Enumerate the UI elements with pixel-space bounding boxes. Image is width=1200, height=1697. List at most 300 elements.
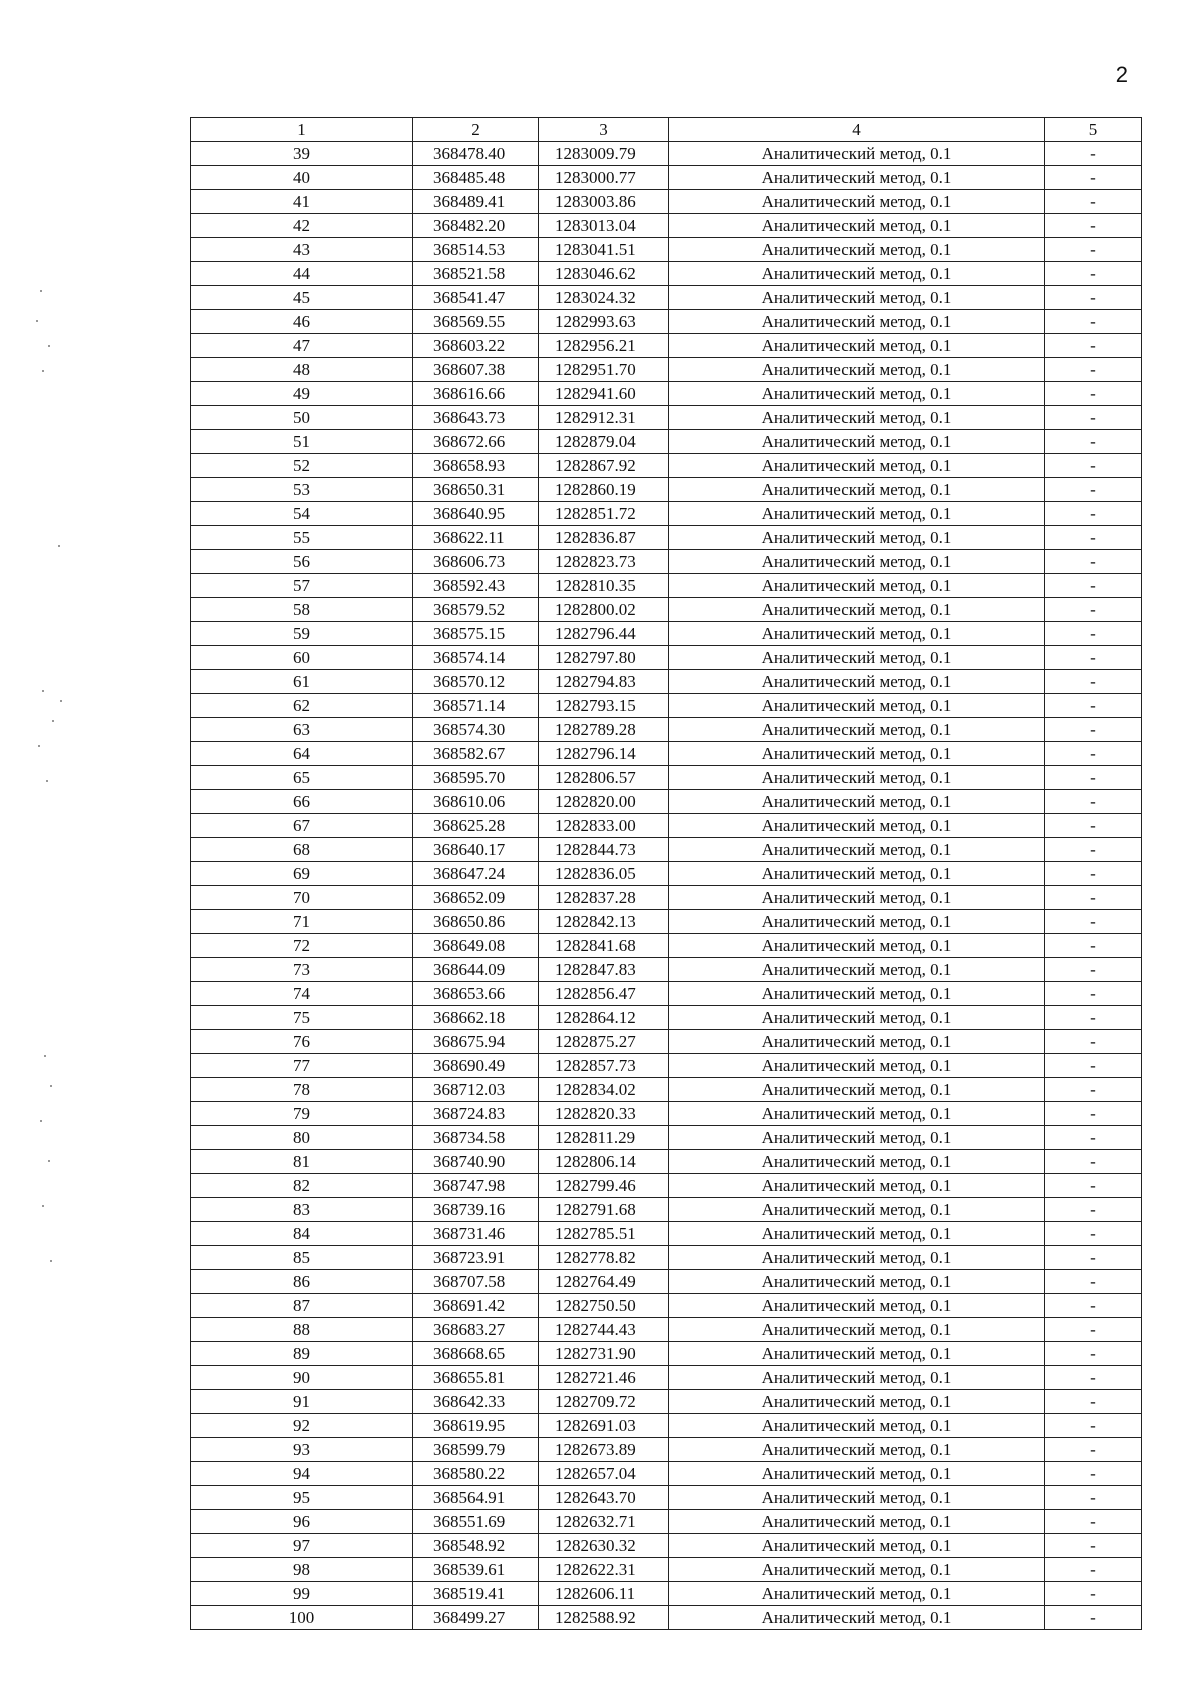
note-cell: - bbox=[1045, 718, 1142, 742]
x-coordinate-cell: 368734.58 bbox=[413, 1126, 539, 1150]
point-number-cell: 99 bbox=[191, 1582, 413, 1606]
table-row bbox=[191, 550, 1142, 574]
y-coordinate-cell: 1282844.73 bbox=[539, 838, 669, 862]
x-coordinate-cell: 368519.41 bbox=[413, 1582, 539, 1606]
x-coordinate-cell: 368650.31 bbox=[413, 478, 539, 502]
x-coordinate-cell: 368644.09 bbox=[413, 958, 539, 982]
point-number-cell: 60 bbox=[191, 646, 413, 670]
y-coordinate-cell: 1282622.31 bbox=[539, 1558, 669, 1582]
coordinates-table bbox=[190, 117, 1142, 1630]
header-col-3: 3 bbox=[539, 118, 669, 142]
point-number-cell: 74 bbox=[191, 982, 413, 1006]
table-row bbox=[191, 478, 1142, 502]
x-coordinate-cell: 368592.43 bbox=[413, 574, 539, 598]
point-number-cell: 67 bbox=[191, 814, 413, 838]
table-row bbox=[191, 1558, 1142, 1582]
x-coordinate-cell: 368740.90 bbox=[413, 1150, 539, 1174]
note-cell: - bbox=[1045, 1438, 1142, 1462]
point-number-cell: 63 bbox=[191, 718, 413, 742]
table-row bbox=[191, 1486, 1142, 1510]
point-number-cell: 66 bbox=[191, 790, 413, 814]
point-number-cell: 89 bbox=[191, 1342, 413, 1366]
table-row bbox=[191, 1342, 1142, 1366]
y-coordinate-cell: 1282842.13 bbox=[539, 910, 669, 934]
point-number-cell: 51 bbox=[191, 430, 413, 454]
table-row bbox=[191, 1462, 1142, 1486]
note-cell: - bbox=[1045, 862, 1142, 886]
point-number-cell: 81 bbox=[191, 1150, 413, 1174]
x-coordinate-cell: 368675.94 bbox=[413, 1030, 539, 1054]
x-coordinate-cell: 368514.53 bbox=[413, 238, 539, 262]
point-number-cell: 71 bbox=[191, 910, 413, 934]
note-cell: - bbox=[1045, 574, 1142, 598]
method-cell: Аналитический метод, 0.1 bbox=[669, 574, 1045, 598]
note-cell: - bbox=[1045, 1030, 1142, 1054]
y-coordinate-cell: 1282806.14 bbox=[539, 1150, 669, 1174]
x-coordinate-cell: 368580.22 bbox=[413, 1462, 539, 1486]
point-number-cell: 70 bbox=[191, 886, 413, 910]
y-coordinate-cell: 1283046.62 bbox=[539, 262, 669, 286]
method-cell: Аналитический метод, 0.1 bbox=[669, 934, 1045, 958]
table-row bbox=[191, 406, 1142, 430]
table-row bbox=[191, 1294, 1142, 1318]
note-cell: - bbox=[1045, 310, 1142, 334]
method-cell: Аналитический метод, 0.1 bbox=[669, 1006, 1045, 1030]
method-cell: Аналитический метод, 0.1 bbox=[669, 718, 1045, 742]
point-number-cell: 93 bbox=[191, 1438, 413, 1462]
note-cell: - bbox=[1045, 1294, 1142, 1318]
note-cell: - bbox=[1045, 1198, 1142, 1222]
note-cell: - bbox=[1045, 886, 1142, 910]
y-coordinate-cell: 1283003.86 bbox=[539, 190, 669, 214]
table-row bbox=[191, 1078, 1142, 1102]
x-coordinate-cell: 368603.22 bbox=[413, 334, 539, 358]
table-row bbox=[191, 838, 1142, 862]
x-coordinate-cell: 368723.91 bbox=[413, 1246, 539, 1270]
x-coordinate-cell: 368619.95 bbox=[413, 1414, 539, 1438]
table-row bbox=[191, 1150, 1142, 1174]
x-coordinate-cell: 368574.14 bbox=[413, 646, 539, 670]
note-cell: - bbox=[1045, 1102, 1142, 1126]
y-coordinate-cell: 1282867.92 bbox=[539, 454, 669, 478]
y-coordinate-cell: 1282836.87 bbox=[539, 526, 669, 550]
x-coordinate-cell: 368672.66 bbox=[413, 430, 539, 454]
x-coordinate-cell: 368599.79 bbox=[413, 1438, 539, 1462]
x-coordinate-cell: 368640.95 bbox=[413, 502, 539, 526]
y-coordinate-cell: 1282879.04 bbox=[539, 430, 669, 454]
y-coordinate-cell: 1282836.05 bbox=[539, 862, 669, 886]
table-row bbox=[191, 1102, 1142, 1126]
table-header bbox=[191, 118, 1142, 142]
note-cell: - bbox=[1045, 262, 1142, 286]
y-coordinate-cell: 1282630.32 bbox=[539, 1534, 669, 1558]
note-cell: - bbox=[1045, 1174, 1142, 1198]
table-row bbox=[191, 1414, 1142, 1438]
note-cell: - bbox=[1045, 142, 1142, 166]
y-coordinate-cell: 1282632.71 bbox=[539, 1510, 669, 1534]
x-coordinate-cell: 368731.46 bbox=[413, 1222, 539, 1246]
note-cell: - bbox=[1045, 382, 1142, 406]
x-coordinate-cell: 368642.33 bbox=[413, 1390, 539, 1414]
x-coordinate-cell: 368622.11 bbox=[413, 526, 539, 550]
method-cell: Аналитический метод, 0.1 bbox=[669, 142, 1045, 166]
table-row bbox=[191, 742, 1142, 766]
method-cell: Аналитический метод, 0.1 bbox=[669, 406, 1045, 430]
method-cell: Аналитический метод, 0.1 bbox=[669, 886, 1045, 910]
point-number-cell: 40 bbox=[191, 166, 413, 190]
x-coordinate-cell: 368571.14 bbox=[413, 694, 539, 718]
table-row bbox=[191, 214, 1142, 238]
y-coordinate-cell: 1282791.68 bbox=[539, 1198, 669, 1222]
table-row bbox=[191, 1390, 1142, 1414]
method-cell: Аналитический метод, 0.1 bbox=[669, 1582, 1045, 1606]
table-row bbox=[191, 862, 1142, 886]
x-coordinate-cell: 368548.92 bbox=[413, 1534, 539, 1558]
table-row bbox=[191, 166, 1142, 190]
x-coordinate-cell: 368489.41 bbox=[413, 190, 539, 214]
point-number-cell: 98 bbox=[191, 1558, 413, 1582]
y-coordinate-cell: 1283000.77 bbox=[539, 166, 669, 190]
x-coordinate-cell: 368691.42 bbox=[413, 1294, 539, 1318]
note-cell: - bbox=[1045, 1270, 1142, 1294]
method-cell: Аналитический метод, 0.1 bbox=[669, 358, 1045, 382]
note-cell: - bbox=[1045, 286, 1142, 310]
y-coordinate-cell: 1282860.19 bbox=[539, 478, 669, 502]
note-cell: - bbox=[1045, 598, 1142, 622]
point-number-cell: 47 bbox=[191, 334, 413, 358]
point-number-cell: 69 bbox=[191, 862, 413, 886]
x-coordinate-cell: 368564.91 bbox=[413, 1486, 539, 1510]
point-number-cell: 75 bbox=[191, 1006, 413, 1030]
method-cell: Аналитический метод, 0.1 bbox=[669, 1222, 1045, 1246]
point-number-cell: 82 bbox=[191, 1174, 413, 1198]
method-cell: Аналитический метод, 0.1 bbox=[669, 1198, 1045, 1222]
note-cell: - bbox=[1045, 214, 1142, 238]
table-row bbox=[191, 694, 1142, 718]
note-cell: - bbox=[1045, 1366, 1142, 1390]
table-row bbox=[191, 190, 1142, 214]
x-coordinate-cell: 368485.48 bbox=[413, 166, 539, 190]
y-coordinate-cell: 1282847.83 bbox=[539, 958, 669, 982]
table-row bbox=[191, 646, 1142, 670]
method-cell: Аналитический метод, 0.1 bbox=[669, 910, 1045, 934]
y-coordinate-cell: 1282864.12 bbox=[539, 1006, 669, 1030]
note-cell: - bbox=[1045, 166, 1142, 190]
note-cell: - bbox=[1045, 646, 1142, 670]
note-cell: - bbox=[1045, 238, 1142, 262]
point-number-cell: 100 bbox=[191, 1606, 413, 1630]
table-row bbox=[191, 358, 1142, 382]
point-number-cell: 96 bbox=[191, 1510, 413, 1534]
point-number-cell: 64 bbox=[191, 742, 413, 766]
table-row bbox=[191, 670, 1142, 694]
method-cell: Аналитический метод, 0.1 bbox=[669, 1102, 1045, 1126]
point-number-cell: 77 bbox=[191, 1054, 413, 1078]
point-number-cell: 91 bbox=[191, 1390, 413, 1414]
method-cell: Аналитический метод, 0.1 bbox=[669, 1294, 1045, 1318]
method-cell: Аналитический метод, 0.1 bbox=[669, 646, 1045, 670]
point-number-cell: 72 bbox=[191, 934, 413, 958]
note-cell: - bbox=[1045, 838, 1142, 862]
x-coordinate-cell: 368570.12 bbox=[413, 670, 539, 694]
point-number-cell: 97 bbox=[191, 1534, 413, 1558]
point-number-cell: 86 bbox=[191, 1270, 413, 1294]
method-cell: Аналитический метод, 0.1 bbox=[669, 526, 1045, 550]
method-cell: Аналитический метод, 0.1 bbox=[669, 166, 1045, 190]
note-cell: - bbox=[1045, 550, 1142, 574]
point-number-cell: 79 bbox=[191, 1102, 413, 1126]
point-number-cell: 46 bbox=[191, 310, 413, 334]
method-cell: Аналитический метод, 0.1 bbox=[669, 814, 1045, 838]
y-coordinate-cell: 1282875.27 bbox=[539, 1030, 669, 1054]
table-row bbox=[191, 454, 1142, 478]
point-number-cell: 49 bbox=[191, 382, 413, 406]
y-coordinate-cell: 1283009.79 bbox=[539, 142, 669, 166]
y-coordinate-cell: 1282833.00 bbox=[539, 814, 669, 838]
method-cell: Аналитический метод, 0.1 bbox=[669, 1174, 1045, 1198]
table-row bbox=[191, 1438, 1142, 1462]
table-row bbox=[191, 142, 1142, 166]
method-cell: Аналитический метод, 0.1 bbox=[669, 1486, 1045, 1510]
method-cell: Аналитический метод, 0.1 bbox=[669, 190, 1045, 214]
note-cell: - bbox=[1045, 478, 1142, 502]
table-row bbox=[191, 430, 1142, 454]
x-coordinate-cell: 368482.20 bbox=[413, 214, 539, 238]
table-row bbox=[191, 814, 1142, 838]
table-row bbox=[191, 1246, 1142, 1270]
point-number-cell: 83 bbox=[191, 1198, 413, 1222]
y-coordinate-cell: 1282657.04 bbox=[539, 1462, 669, 1486]
point-number-cell: 58 bbox=[191, 598, 413, 622]
x-coordinate-cell: 368649.08 bbox=[413, 934, 539, 958]
note-cell: - bbox=[1045, 694, 1142, 718]
note-cell: - bbox=[1045, 1150, 1142, 1174]
note-cell: - bbox=[1045, 1534, 1142, 1558]
table-row bbox=[191, 718, 1142, 742]
y-coordinate-cell: 1282857.73 bbox=[539, 1054, 669, 1078]
table-row bbox=[191, 334, 1142, 358]
point-number-cell: 85 bbox=[191, 1246, 413, 1270]
y-coordinate-cell: 1282941.60 bbox=[539, 382, 669, 406]
method-cell: Аналитический метод, 0.1 bbox=[669, 958, 1045, 982]
note-cell: - bbox=[1045, 358, 1142, 382]
point-number-cell: 76 bbox=[191, 1030, 413, 1054]
method-cell: Аналитический метод, 0.1 bbox=[669, 238, 1045, 262]
point-number-cell: 90 bbox=[191, 1366, 413, 1390]
point-number-cell: 55 bbox=[191, 526, 413, 550]
point-number-cell: 53 bbox=[191, 478, 413, 502]
y-coordinate-cell: 1282856.47 bbox=[539, 982, 669, 1006]
note-cell: - bbox=[1045, 1606, 1142, 1630]
x-coordinate-cell: 368655.81 bbox=[413, 1366, 539, 1390]
x-coordinate-cell: 368643.73 bbox=[413, 406, 539, 430]
note-cell: - bbox=[1045, 190, 1142, 214]
x-coordinate-cell: 368541.47 bbox=[413, 286, 539, 310]
method-cell: Аналитический метод, 0.1 bbox=[669, 862, 1045, 886]
method-cell: Аналитический метод, 0.1 bbox=[669, 1534, 1045, 1558]
table-row bbox=[191, 1366, 1142, 1390]
y-coordinate-cell: 1282951.70 bbox=[539, 358, 669, 382]
x-coordinate-cell: 368607.38 bbox=[413, 358, 539, 382]
table-body bbox=[191, 142, 1142, 1630]
table-row bbox=[191, 982, 1142, 1006]
table-row bbox=[191, 1198, 1142, 1222]
y-coordinate-cell: 1282837.28 bbox=[539, 886, 669, 910]
method-cell: Аналитический метод, 0.1 bbox=[669, 1246, 1045, 1270]
point-number-cell: 87 bbox=[191, 1294, 413, 1318]
method-cell: Аналитический метод, 0.1 bbox=[669, 694, 1045, 718]
method-cell: Аналитический метод, 0.1 bbox=[669, 1054, 1045, 1078]
y-coordinate-cell: 1282721.46 bbox=[539, 1366, 669, 1390]
y-coordinate-cell: 1282794.83 bbox=[539, 670, 669, 694]
point-number-cell: 68 bbox=[191, 838, 413, 862]
method-cell: Аналитический метод, 0.1 bbox=[669, 622, 1045, 646]
point-number-cell: 54 bbox=[191, 502, 413, 526]
note-cell: - bbox=[1045, 1462, 1142, 1486]
point-number-cell: 57 bbox=[191, 574, 413, 598]
y-coordinate-cell: 1282731.90 bbox=[539, 1342, 669, 1366]
header-col-1: 1 bbox=[191, 118, 413, 142]
table-row bbox=[191, 1174, 1142, 1198]
point-number-cell: 48 bbox=[191, 358, 413, 382]
table-row bbox=[191, 1318, 1142, 1342]
note-cell: - bbox=[1045, 1222, 1142, 1246]
note-cell: - bbox=[1045, 910, 1142, 934]
point-number-cell: 80 bbox=[191, 1126, 413, 1150]
method-cell: Аналитический метод, 0.1 bbox=[669, 1558, 1045, 1582]
note-cell: - bbox=[1045, 1126, 1142, 1150]
x-coordinate-cell: 368625.28 bbox=[413, 814, 539, 838]
x-coordinate-cell: 368683.27 bbox=[413, 1318, 539, 1342]
y-coordinate-cell: 1282709.72 bbox=[539, 1390, 669, 1414]
point-number-cell: 62 bbox=[191, 694, 413, 718]
method-cell: Аналитический метод, 0.1 bbox=[669, 262, 1045, 286]
note-cell: - bbox=[1045, 1006, 1142, 1030]
y-coordinate-cell: 1283024.32 bbox=[539, 286, 669, 310]
y-coordinate-cell: 1282673.89 bbox=[539, 1438, 669, 1462]
method-cell: Аналитический метод, 0.1 bbox=[669, 1462, 1045, 1486]
method-cell: Аналитический метод, 0.1 bbox=[669, 286, 1045, 310]
method-cell: Аналитический метод, 0.1 bbox=[669, 1078, 1045, 1102]
method-cell: Аналитический метод, 0.1 bbox=[669, 550, 1045, 574]
note-cell: - bbox=[1045, 1390, 1142, 1414]
y-coordinate-cell: 1282750.50 bbox=[539, 1294, 669, 1318]
method-cell: Аналитический метод, 0.1 bbox=[669, 310, 1045, 334]
note-cell: - bbox=[1045, 1342, 1142, 1366]
point-number-cell: 39 bbox=[191, 142, 413, 166]
y-coordinate-cell: 1282606.11 bbox=[539, 1582, 669, 1606]
point-number-cell: 88 bbox=[191, 1318, 413, 1342]
method-cell: Аналитический метод, 0.1 bbox=[669, 790, 1045, 814]
y-coordinate-cell: 1282912.31 bbox=[539, 406, 669, 430]
note-cell: - bbox=[1045, 814, 1142, 838]
method-cell: Аналитический метод, 0.1 bbox=[669, 766, 1045, 790]
table-row bbox=[191, 502, 1142, 526]
point-number-cell: 65 bbox=[191, 766, 413, 790]
note-cell: - bbox=[1045, 1486, 1142, 1510]
method-cell: Аналитический метод, 0.1 bbox=[669, 1342, 1045, 1366]
point-number-cell: 84 bbox=[191, 1222, 413, 1246]
point-number-cell: 61 bbox=[191, 670, 413, 694]
table-row bbox=[191, 910, 1142, 934]
method-cell: Аналитический метод, 0.1 bbox=[669, 598, 1045, 622]
point-number-cell: 45 bbox=[191, 286, 413, 310]
note-cell: - bbox=[1045, 1246, 1142, 1270]
table-row bbox=[191, 286, 1142, 310]
x-coordinate-cell: 368668.65 bbox=[413, 1342, 539, 1366]
method-cell: Аналитический метод, 0.1 bbox=[669, 502, 1045, 526]
y-coordinate-cell: 1282810.35 bbox=[539, 574, 669, 598]
method-cell: Аналитический метод, 0.1 bbox=[669, 454, 1045, 478]
header-col-4: 4 bbox=[669, 118, 1045, 142]
y-coordinate-cell: 1282744.43 bbox=[539, 1318, 669, 1342]
x-coordinate-cell: 368616.66 bbox=[413, 382, 539, 406]
method-cell: Аналитический метод, 0.1 bbox=[669, 382, 1045, 406]
table-row bbox=[191, 1270, 1142, 1294]
method-cell: Аналитический метод, 0.1 bbox=[669, 1438, 1045, 1462]
table-row bbox=[191, 1222, 1142, 1246]
table-row bbox=[191, 766, 1142, 790]
x-coordinate-cell: 368653.66 bbox=[413, 982, 539, 1006]
note-cell: - bbox=[1045, 790, 1142, 814]
method-cell: Аналитический метод, 0.1 bbox=[669, 670, 1045, 694]
y-coordinate-cell: 1282691.03 bbox=[539, 1414, 669, 1438]
y-coordinate-cell: 1282811.29 bbox=[539, 1126, 669, 1150]
x-coordinate-cell: 368539.61 bbox=[413, 1558, 539, 1582]
note-cell: - bbox=[1045, 934, 1142, 958]
point-number-cell: 92 bbox=[191, 1414, 413, 1438]
y-coordinate-cell: 1282793.15 bbox=[539, 694, 669, 718]
note-cell: - bbox=[1045, 430, 1142, 454]
point-number-cell: 73 bbox=[191, 958, 413, 982]
table-row bbox=[191, 622, 1142, 646]
method-cell: Аналитический метод, 0.1 bbox=[669, 1390, 1045, 1414]
y-coordinate-cell: 1282956.21 bbox=[539, 334, 669, 358]
table-row bbox=[191, 574, 1142, 598]
point-number-cell: 59 bbox=[191, 622, 413, 646]
note-cell: - bbox=[1045, 766, 1142, 790]
table-row bbox=[191, 238, 1142, 262]
table-row bbox=[191, 1054, 1142, 1078]
x-coordinate-cell: 368724.83 bbox=[413, 1102, 539, 1126]
x-coordinate-cell: 368690.49 bbox=[413, 1054, 539, 1078]
table-row bbox=[191, 934, 1142, 958]
point-number-cell: 42 bbox=[191, 214, 413, 238]
note-cell: - bbox=[1045, 1558, 1142, 1582]
x-coordinate-cell: 368610.06 bbox=[413, 790, 539, 814]
method-cell: Аналитический метод, 0.1 bbox=[669, 430, 1045, 454]
y-coordinate-cell: 1282851.72 bbox=[539, 502, 669, 526]
note-cell: - bbox=[1045, 406, 1142, 430]
method-cell: Аналитический метод, 0.1 bbox=[669, 1318, 1045, 1342]
point-number-cell: 43 bbox=[191, 238, 413, 262]
x-coordinate-cell: 368569.55 bbox=[413, 310, 539, 334]
table-row bbox=[191, 1126, 1142, 1150]
x-coordinate-cell: 368521.58 bbox=[413, 262, 539, 286]
note-cell: - bbox=[1045, 670, 1142, 694]
y-coordinate-cell: 1282588.92 bbox=[539, 1606, 669, 1630]
method-cell: Аналитический метод, 0.1 bbox=[669, 334, 1045, 358]
y-coordinate-cell: 1282778.82 bbox=[539, 1246, 669, 1270]
table-row bbox=[191, 382, 1142, 406]
note-cell: - bbox=[1045, 982, 1142, 1006]
point-number-cell: 50 bbox=[191, 406, 413, 430]
note-cell: - bbox=[1045, 1414, 1142, 1438]
table-row bbox=[191, 1582, 1142, 1606]
x-coordinate-cell: 368712.03 bbox=[413, 1078, 539, 1102]
note-cell: - bbox=[1045, 454, 1142, 478]
y-coordinate-cell: 1282834.02 bbox=[539, 1078, 669, 1102]
